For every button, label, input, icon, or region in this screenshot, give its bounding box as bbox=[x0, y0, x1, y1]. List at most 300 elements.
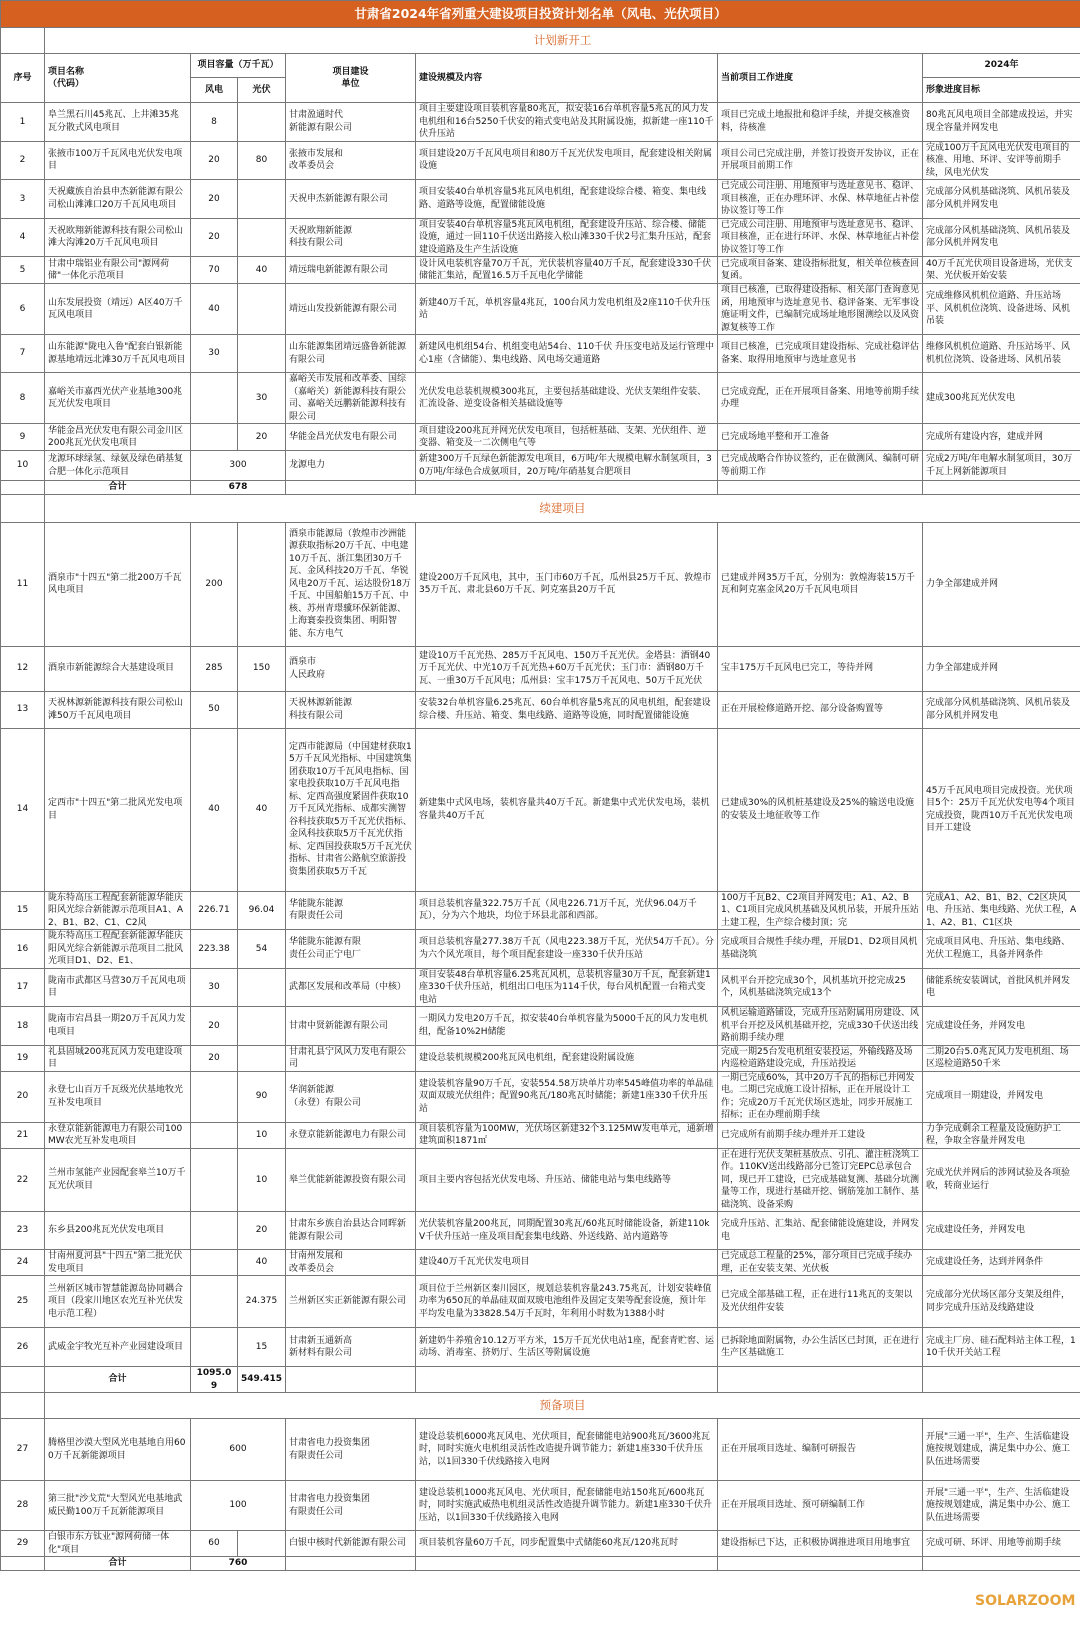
row-seq: 21 bbox=[1, 1122, 45, 1148]
construction-scale: 新建风电机组54台、机组变电站54台、110千伏 升压变电站及运行管理中心1座（含储能）、集电线路、风电场交通道路 bbox=[416, 335, 718, 373]
current-progress: 已完成总工程量的25%，部分项目已完成手续办理，正在安装支架、光伏板 bbox=[718, 1250, 923, 1276]
total-row bbox=[1, 1367, 1080, 1393]
project-name: 礼县固城200兆瓦风力发电建设项目 bbox=[45, 1045, 191, 1071]
current-progress: 项目已核准，已取得建设指标、相关部门查询意见函，用地预审与选址意见书、稳评备案、无军事设施证明文件，已编制完成场址地形图测绘以及风资源复核等工作 bbox=[718, 284, 923, 335]
total-blank bbox=[416, 481, 718, 495]
project-name: 甘南州夏河县"十四五"第二批光伏发电项目 bbox=[45, 1250, 191, 1276]
section-continuing-label: 续建项目 bbox=[45, 494, 1080, 522]
progress-target: 力争全部建成并网 bbox=[923, 646, 1080, 691]
progress-target: 开展"三通一平"，生产、生活临建设施按规划建成，满足集中办公、施工队伍进场需要 bbox=[923, 1419, 1080, 1481]
progress-target: 完成维修风机机位道路、升压站场平、风机机位浇筑、设备进场、风机吊装 bbox=[923, 284, 1080, 335]
construction-scale: 新建300万千瓦绿色新能源发电项目，6万吨/年大规模电解水制氢项目，30万吨/年绿色合成氨项目，20万吨/年硝基复合肥项目 bbox=[416, 451, 718, 481]
row-seq: 10 bbox=[1, 451, 45, 481]
wind-capacity bbox=[191, 1122, 238, 1148]
progress-target: 建成300兆瓦光伏发电 bbox=[923, 373, 1080, 424]
row-seq: 29 bbox=[1, 1531, 45, 1557]
project-name: 甘肃中瑞铝业有限公司"源网荷储"一体化示范项目 bbox=[45, 257, 191, 284]
current-progress: 建设指标已下达，正积极协调推进项目用地事宜 bbox=[718, 1531, 923, 1557]
wind-capacity bbox=[191, 1071, 238, 1122]
section-blank bbox=[1, 494, 45, 522]
construction-unit: 山东能源集团靖远盛鲁新能源有限公司 bbox=[286, 335, 416, 373]
row-seq: 17 bbox=[1, 968, 45, 1007]
row-seq: 27 bbox=[1, 1419, 45, 1481]
current-progress: 已拆除地面附属物，办公生活区已封顶，正在进行生产区基础施工 bbox=[718, 1328, 923, 1367]
row-seq: 4 bbox=[1, 218, 45, 257]
current-progress: 已完成战略合作协议签约，正在做测风、编制可研等前期工作 bbox=[718, 451, 923, 481]
construction-scale: 建设40万千瓦光伏发电项目 bbox=[416, 1250, 718, 1276]
total-blank bbox=[1, 481, 45, 495]
header-progress: 当前项目工作进度 bbox=[718, 54, 923, 103]
total-blank bbox=[1, 1557, 45, 1571]
progress-target: 完成所有建设内容，建成并网 bbox=[923, 424, 1080, 451]
progress-target: 完成部分光伏场区部分支架及组件，同步完成升压站及线路建设 bbox=[923, 1276, 1080, 1328]
project-name: 陇东特高压工程配套新能源华能庆阳风光综合新能源示范项目A1、A2、B1、B2、C1、C2风 bbox=[45, 891, 191, 930]
row-seq: 25 bbox=[1, 1276, 45, 1328]
row-seq: 16 bbox=[1, 930, 45, 969]
total-capacity: 678 bbox=[191, 481, 286, 495]
header-year: 2024年 bbox=[923, 54, 1080, 78]
construction-unit: 甘肃省电力投资集团 有限责任公司 bbox=[286, 1481, 416, 1531]
solar-capacity: 40 bbox=[238, 257, 286, 284]
project-name: 阜兰黑石川45兆瓦、上井滩35兆瓦分散式风电项目 bbox=[45, 103, 191, 142]
wind-capacity: 20 bbox=[191, 1007, 238, 1046]
header-scale: 建设规模及内容 bbox=[416, 54, 718, 103]
construction-unit: 靖远山发投新能源有限公司 bbox=[286, 284, 416, 335]
total-blank bbox=[718, 1367, 923, 1393]
construction-scale: 项目建设20万千瓦风电项目和80万千瓦光伏发电项目，配套建设相关附属设施 bbox=[416, 141, 718, 180]
construction-unit: 张掖市发展和 改革委员会 bbox=[286, 141, 416, 180]
wind-capacity: 20 bbox=[191, 1045, 238, 1071]
project-name: 陇南市武都区马营30万千瓦风电项目 bbox=[45, 968, 191, 1007]
total-wind: 1095.09 bbox=[191, 1367, 238, 1393]
progress-target: 完成建设任务，并网发电 bbox=[923, 1007, 1080, 1046]
construction-unit: 白银中核时代新能源有限公司 bbox=[286, 1531, 416, 1557]
construction-unit: 永登京能新能源电力有限公司 bbox=[286, 1122, 416, 1148]
header-target: 形象进度目标 bbox=[923, 78, 1080, 103]
wind-capacity: 285 bbox=[191, 646, 238, 691]
table-row bbox=[1, 1007, 1080, 1046]
construction-unit: 天祝欧翔新能源 科技有限公司 bbox=[286, 218, 416, 257]
table-row bbox=[1, 522, 1080, 646]
solar-capacity bbox=[238, 1045, 286, 1071]
table-row bbox=[1, 1148, 1080, 1212]
row-seq: 1 bbox=[1, 103, 45, 142]
current-progress: 风机运输道路铺设，完成升压站附属用房建设、风机平台开挖及风机基础开挖，完成330千伏送出线路前期手续办理 bbox=[718, 1007, 923, 1046]
progress-target: 完成部分风机基础浇筑、风机吊装及部分风机并网发电 bbox=[923, 218, 1080, 257]
current-progress: 正在进行光伏支架桩基放点、引孔、灌注桩浇筑工作。110KV送出线路部分已签订完EPC总承包合同，现已开工建设，已完成基础复测、基础分坑测量等工作，现进行基础开挖、钢筋笼加工制作、基础浇筑、设备采购 bbox=[718, 1148, 923, 1212]
construction-scale: 项目建设200兆瓦并网光伏发电项目，包括桩基础、支架、光伏组件、逆变器、箱变及一二次侧电气等 bbox=[416, 424, 718, 451]
table-row bbox=[1, 1328, 1080, 1367]
wind-capacity: 20 bbox=[191, 218, 238, 257]
construction-unit: 天祝林源新能源 科技有限公司 bbox=[286, 691, 416, 728]
project-name: 嘉峪关市嘉西光伏产业基地300兆瓦光伏发电项目 bbox=[45, 373, 191, 424]
project-name: 腾格里沙漠大型风光电基地自用600万千瓦新能源项目 bbox=[45, 1419, 191, 1481]
construction-scale: 项目安装48台单机容量6.25兆瓦风机，总装机容量30万千瓦，配套新建1座330千伏升压站，机组出口电压为114千伏，每台风机配置一台箱式变电站 bbox=[416, 968, 718, 1007]
current-progress: 宝丰175万千瓦风电已完工，等待并网 bbox=[718, 646, 923, 691]
wind-capacity: 70 bbox=[191, 257, 238, 284]
wind-capacity: 20 bbox=[191, 180, 238, 219]
section-blank bbox=[1, 1393, 45, 1419]
construction-unit: 甘肃礼县宁风风力发电有限公司 bbox=[286, 1045, 416, 1071]
capacity-total: 300 bbox=[191, 451, 286, 481]
progress-target: 完成建设任务，达到并网条件 bbox=[923, 1250, 1080, 1276]
total-blank bbox=[416, 1557, 718, 1571]
table-row bbox=[1, 728, 1080, 891]
row-seq: 12 bbox=[1, 646, 45, 691]
total-blank bbox=[286, 481, 416, 495]
construction-scale: 新建奶牛养殖舍10.12万平方米，15万千瓦光伏电站1座，配套青贮窖、运动场、消毒室、挤奶厅、生活区等附属设施 bbox=[416, 1328, 718, 1367]
construction-unit: 华能金昌光伏发电有限公司 bbox=[286, 424, 416, 451]
construction-unit: 甘南州发展和 改革委员会 bbox=[286, 1250, 416, 1276]
construction-scale: 项目主要建设项目装机容量80兆瓦，拟安装16台单机容量5兆瓦的风力发电机组和16台5250千伏安的箱式变电站及其附属设施，拟新建一座110千伏升压站 bbox=[416, 103, 718, 142]
table-row bbox=[1, 646, 1080, 691]
construction-scale: 项目位于兰州新区秦川园区，规划总装机容量243.75兆瓦，计划安装峰值功率为650瓦的单晶硅双面双玻电池组件及固定支架等配套设施，预计年平均发电量为33828.54万千瓦时，年利用小时数为1388小时 bbox=[416, 1276, 718, 1328]
progress-target: 力争全部建成并网 bbox=[923, 522, 1080, 646]
current-progress: 已建成30%的风机桩基建设及25%的输送电设施的安装及土地征收等工作 bbox=[718, 728, 923, 891]
table-title: 甘肃省2024年省列重大建设项目投资计划名单（风电、光伏项目） bbox=[1, 1, 1080, 28]
project-name: 陇东特高压工程配套新能源华能庆阳风光综合新能源示范项目二批风光项目D1、D2、E1、 bbox=[45, 930, 191, 969]
solar-capacity bbox=[238, 691, 286, 728]
current-progress: 已完成所有前期手续办理并开工建设 bbox=[718, 1122, 923, 1148]
current-progress: 已完成公司注册、用地预审与选址意见书、稳评、项目核准，正在进行环评、水保、林草地征占补偿协议签订等工作 bbox=[718, 218, 923, 257]
table-row bbox=[1, 691, 1080, 728]
row-seq: 5 bbox=[1, 257, 45, 284]
current-progress: 已完成场地平整和开工准备 bbox=[718, 424, 923, 451]
construction-scale: 项目装机容量为100MW，光伏场区新建32个3.125MW发电单元，通新增建筑面积1871㎡ bbox=[416, 1122, 718, 1148]
progress-target: 45万千瓦风电项目完成投资。光伏项目5个：25万千瓦光伏发电等4个项目完成投资，陇西10万千瓦光伏发电项目开工建设 bbox=[923, 728, 1080, 891]
solar-capacity: 80 bbox=[238, 141, 286, 180]
table-row bbox=[1, 930, 1080, 969]
solar-capacity bbox=[238, 968, 286, 1007]
row-seq: 3 bbox=[1, 180, 45, 219]
wind-capacity: 30 bbox=[191, 968, 238, 1007]
progress-target: 完成项目一期建设，并网发电 bbox=[923, 1071, 1080, 1122]
total-blank bbox=[923, 1367, 1080, 1393]
solar-capacity bbox=[238, 335, 286, 373]
total-blank bbox=[718, 481, 923, 495]
wind-capacity bbox=[191, 1212, 238, 1250]
construction-unit: 天祝申杰新能源有限公司 bbox=[286, 180, 416, 219]
total-label: 合计 bbox=[45, 481, 191, 495]
capacity-total: 600 bbox=[191, 1419, 286, 1481]
row-seq: 26 bbox=[1, 1328, 45, 1367]
solar-capacity bbox=[238, 218, 286, 257]
construction-scale: 建设总装机1000兆瓦风电、光伏项目，配套储能电站150兆瓦/600兆瓦时，同时实施武威热电机组灵活性改造提升调节能力。新建1座330千伏升压站，以1回330千伏线路接入电网 bbox=[416, 1481, 718, 1531]
construction-scale: 项目装机容量60万千瓦，同步配置集中式储能60兆瓦/120兆瓦时 bbox=[416, 1531, 718, 1557]
construction-scale: 项目总装机容量277.38万千瓦（风电223.38万千瓦，光伏54万千瓦）。分为六个风光项目，每个项目配套建设一座330千伏升压站 bbox=[416, 930, 718, 969]
wind-capacity bbox=[191, 1276, 238, 1328]
wind-capacity bbox=[191, 1148, 238, 1212]
row-seq: 22 bbox=[1, 1148, 45, 1212]
row-seq: 23 bbox=[1, 1212, 45, 1250]
total-label: 合计 bbox=[45, 1367, 191, 1393]
wind-capacity bbox=[191, 373, 238, 424]
row-seq: 13 bbox=[1, 691, 45, 728]
table-row bbox=[1, 424, 1080, 451]
project-name: 华能金昌光伏发电有限公司金川区200兆瓦光伏发电项目 bbox=[45, 424, 191, 451]
row-seq: 6 bbox=[1, 284, 45, 335]
solar-capacity: 20 bbox=[238, 1212, 286, 1250]
project-name: 龙源环球绿氢、绿氨及绿色硝基复合肥一体化示范项目 bbox=[45, 451, 191, 481]
construction-scale: 项目主要内容包括光伏发电场、升压站、储能电站与集电线路等 bbox=[416, 1148, 718, 1212]
construction-unit: 华能陇东能源 有限责任公司 bbox=[286, 891, 416, 930]
table-row bbox=[1, 257, 1080, 284]
construction-unit: 皋兰优能新能源投资有限公司 bbox=[286, 1148, 416, 1212]
project-name: 天祝林源新能源科技有限公司松山滩50万千瓦风电项目 bbox=[45, 691, 191, 728]
current-progress: 完成一期25台发电机组安装投运，外输线路及场内巡检道路建设完成，升压站投运 bbox=[718, 1045, 923, 1071]
table-row bbox=[1, 1071, 1080, 1122]
construction-unit: 华润新能源 （永登）有限公司 bbox=[286, 1071, 416, 1122]
construction-scale: 建设总装机6000兆瓦风电、光伏项目，配套储能电站900兆瓦/3600兆瓦时，同时实施火电机组灵活性改造提升调节能力；新建1座330千伏升压站，以1回330千伏线路接入电网 bbox=[416, 1419, 718, 1481]
progress-target: 完成可研、环评、用地等前期手续 bbox=[923, 1531, 1080, 1557]
progress-target: 维修风机机位道路、升压站场平、风机机位浇筑、设备进场、风机吊装 bbox=[923, 335, 1080, 373]
table-row bbox=[1, 141, 1080, 180]
construction-scale: 新建集中式风电场，装机容量共40万千瓦。新建集中式光伏发电场，装机容量共40万千瓦 bbox=[416, 728, 718, 891]
wind-capacity bbox=[191, 1328, 238, 1367]
project-name: 兰州新区城市智慧能源岛协同耦合项目（段家川地区农光互补光伏发电示范工程） bbox=[45, 1276, 191, 1328]
total-blank bbox=[286, 1557, 416, 1571]
total-row bbox=[1, 1557, 1080, 1571]
table-row bbox=[1, 451, 1080, 481]
construction-unit: 兰州新区实正新能源有限公司 bbox=[286, 1276, 416, 1328]
project-name: 酒泉市"十四五"第二批200万千瓦风电项目 bbox=[45, 522, 191, 646]
header-capacity: 项目容量（万千瓦） bbox=[191, 54, 286, 78]
solar-capacity: 96.04 bbox=[238, 891, 286, 930]
wind-capacity: 200 bbox=[191, 522, 238, 646]
construction-unit: 武都区发展和改革局（中核） bbox=[286, 968, 416, 1007]
construction-scale: 建设总装机规模200兆瓦风电机组，配套建设附属设施 bbox=[416, 1045, 718, 1071]
total-blank bbox=[1, 1367, 45, 1393]
table-row bbox=[1, 1419, 1080, 1481]
solar-capacity: 54 bbox=[238, 930, 286, 969]
solar-capacity bbox=[238, 1007, 286, 1046]
construction-scale: 光伏装机容量200兆瓦，同期配置30兆瓦/60兆瓦时储能设备，新建110kV千伏升压站一座及项目配套集电线路、外送线路、站内道路等 bbox=[416, 1212, 718, 1250]
table-row bbox=[1, 891, 1080, 930]
watermark: SOLARZOOM bbox=[975, 1593, 1076, 1609]
construction-scale: 项目安装40台单机容量5兆瓦风电机组，配套建设综合楼、箱变、集电线路、道路等设施，配置储能设施 bbox=[416, 180, 718, 219]
total-blank bbox=[416, 1367, 718, 1393]
construction-scale: 一期风力发电20万千瓦，拟安装40台单机容量为5000千瓦的风力发电机组，配备10%2H储能 bbox=[416, 1007, 718, 1046]
table-row bbox=[1, 1212, 1080, 1250]
construction-unit: 靖远瑞电新能源有限公司 bbox=[286, 257, 416, 284]
total-blank bbox=[923, 481, 1080, 495]
project-name: 武威金宇牧光互补产业园建设项目 bbox=[45, 1328, 191, 1367]
current-progress: 已完成全部基础工程，正在进行11兆瓦的支架以及光伏组件安装 bbox=[718, 1276, 923, 1328]
current-progress: 正在开展检修道路开挖、部分设备购置等 bbox=[718, 691, 923, 728]
table-row bbox=[1, 1276, 1080, 1328]
progress-target: 完成A1、A2、B1、B2、C2区块风电、升压站、集电线路、光伏工程，A1、A2、B1、C1区块 bbox=[923, 891, 1080, 930]
table-row bbox=[1, 284, 1080, 335]
project-name: 山东能源"陇电入鲁"配套白银新能源基地靖远北滩30万千瓦风电项目 bbox=[45, 335, 191, 373]
wind-capacity: 30 bbox=[191, 335, 238, 373]
total-capacity: 760 bbox=[191, 1557, 286, 1571]
solar-capacity: 150 bbox=[238, 646, 286, 691]
current-progress: 项目已完成土地报批和稳评手续，并提交核准资料，待核准 bbox=[718, 103, 923, 142]
construction-unit: 酒泉市 人民政府 bbox=[286, 646, 416, 691]
construction-unit: 甘肃新玉通新高 新材料有限公司 bbox=[286, 1328, 416, 1367]
solar-capacity: 30 bbox=[238, 373, 286, 424]
construction-scale: 项目总装机容量322.75万千瓦（风电226.71万千瓦，光伏96.04万千瓦），分为六个地块，均位于环县北部和西部。 bbox=[416, 891, 718, 930]
progress-target: 完成100万千瓦风电光伏发电项目的核准、用地、环评、安评等前期手续，风电光伏发 bbox=[923, 141, 1080, 180]
row-seq: 15 bbox=[1, 891, 45, 930]
solar-capacity: 40 bbox=[238, 728, 286, 891]
header-wind: 风电 bbox=[191, 78, 238, 103]
progress-target: 80兆瓦风电项目全部建成投运，并实现全容量并网发电 bbox=[923, 103, 1080, 142]
wind-capacity: 223.38 bbox=[191, 930, 238, 969]
progress-target: 完成光伏并网后的涉网试验及各项验收，转商业运行 bbox=[923, 1148, 1080, 1212]
header-name: 项目名称 （代码） bbox=[45, 54, 191, 103]
solar-capacity: 24.375 bbox=[238, 1276, 286, 1328]
total-blank bbox=[286, 1367, 416, 1393]
project-name: 山东发展投资（靖远）A区40万千瓦风电项目 bbox=[45, 284, 191, 335]
solar-capacity: 10 bbox=[238, 1122, 286, 1148]
construction-scale: 建设装机容量90万千瓦，安装554.58万块单片功率545峰值功率的单晶硅双面双玻光伏组件；配置90兆瓦/180兆瓦时储能；新建1座330千伏升压站 bbox=[416, 1071, 718, 1122]
table-row bbox=[1, 1045, 1080, 1071]
solar-capacity: 90 bbox=[238, 1071, 286, 1122]
row-seq: 28 bbox=[1, 1481, 45, 1531]
construction-scale: 安装32台单机容量6.25兆瓦、60台单机容量5兆瓦的风电机组，配套建设综合楼、升压站、箱变、集电线路、道路等设施，同时配置储能设施 bbox=[416, 691, 718, 728]
total-blank bbox=[718, 1557, 923, 1571]
capacity-total: 100 bbox=[191, 1481, 286, 1531]
construction-unit: 嘉峪关市发展和改革委、国综（嘉峪关）新能源科技有限公司、嘉峪关远鹏新能源科技有限公司 bbox=[286, 373, 416, 424]
solar-capacity: 20 bbox=[238, 424, 286, 451]
row-seq: 19 bbox=[1, 1045, 45, 1071]
construction-unit: 甘肃中贤新能源有限公司 bbox=[286, 1007, 416, 1046]
row-seq: 7 bbox=[1, 335, 45, 373]
wind-capacity: 20 bbox=[191, 141, 238, 180]
construction-unit: 龙源电力 bbox=[286, 451, 416, 481]
project-name: 定西市"十四五"第二批风光发电项目 bbox=[45, 728, 191, 891]
project-name: 永登七山百万千瓦级光伏基地牧光互补发电项目 bbox=[45, 1071, 191, 1122]
wind-capacity: 226.71 bbox=[191, 891, 238, 930]
total-solar: 549.415 bbox=[238, 1367, 286, 1393]
table-row bbox=[1, 218, 1080, 257]
construction-unit: 定西市能源局（中国建材获取15万千瓦风光指标、中国建筑集团获取10万千瓦风电指标、国家电投获取10万千瓦风电指标、定西高强度紧固件获取10万千瓦风光指标、成都实测智谷科技获取5万千瓦光伏指标、金风科技获取5万千瓦光伏指标、定西国投获取5万千瓦光伏指标、甘肃省公路航空旅游投资集团获取5万千瓦 bbox=[286, 728, 416, 891]
construction-unit: 甘肃盈通时代 新能源有限公司 bbox=[286, 103, 416, 142]
header-seq: 序号 bbox=[1, 54, 45, 103]
current-progress: 完成项目合规性手续办理，开展D1、D2项目风机基础浇筑 bbox=[718, 930, 923, 969]
construction-scale: 建设10万千瓦光热、285万千瓦风电、150万千瓦光伏。金塔县：酒钢40万千瓦光伏、中光10万千瓦光热+60万千瓦光伏；玉门市：酒钢80万千瓦、一重30万千瓦风电；瓜州县：宝丰175万千瓦风电、50万千瓦光伏 bbox=[416, 646, 718, 691]
header-unit: 项目建设 单位 bbox=[286, 54, 416, 103]
table-row bbox=[1, 1531, 1080, 1557]
table-row bbox=[1, 1250, 1080, 1276]
project-name: 酒泉市新能源综合大基建设项目 bbox=[45, 646, 191, 691]
construction-unit: 华能陇东能源有限 责任公司正宁电厂 bbox=[286, 930, 416, 969]
section-reserve-label: 预备项目 bbox=[45, 1393, 1080, 1419]
progress-target: 储能系统安装调试，首批风机并网发电 bbox=[923, 968, 1080, 1007]
total-label: 合计 bbox=[45, 1557, 191, 1571]
project-name: 天祝欧翔新能源科技有限公司松山滩大沟滩20万千瓦风电项目 bbox=[45, 218, 191, 257]
progress-target: 完成部分风机基础浇筑、风机吊装及部分风机并网发电 bbox=[923, 691, 1080, 728]
wind-capacity: 50 bbox=[191, 691, 238, 728]
wind-capacity: 40 bbox=[191, 728, 238, 891]
current-progress: 正在开展项目选址、预可研编制工作 bbox=[718, 1481, 923, 1531]
wind-capacity bbox=[191, 1250, 238, 1276]
row-seq: 20 bbox=[1, 1071, 45, 1122]
solar-capacity bbox=[238, 103, 286, 142]
solar-capacity bbox=[238, 1531, 286, 1557]
table-row bbox=[1, 1481, 1080, 1531]
table-row bbox=[1, 180, 1080, 219]
solar-capacity bbox=[238, 180, 286, 219]
table-row bbox=[1, 103, 1080, 142]
total-row bbox=[1, 481, 1080, 495]
construction-scale: 项目安装40台单机容量5兆瓦风电机组，配套建设升压站、综合楼、储能设施，通过一回110千伏送出路接入松山滩330千伏2号汇集升压站，配套建设道路及生产生活设施 bbox=[416, 218, 718, 257]
row-seq: 24 bbox=[1, 1250, 45, 1276]
row-seq: 18 bbox=[1, 1007, 45, 1046]
construction-scale: 新建40万千瓦，单机容量4兆瓦，100台风力发电机组及2座110千伏升压站 bbox=[416, 284, 718, 335]
section-new-label: 计划新开工 bbox=[45, 28, 1080, 54]
current-progress: 一期已完成60%，其中20万千瓦的指标已并网发电。二期已完成施工设计招标，正在开展设计工作；完成20万千瓦光伏场区选址，同步开展施工招标；正在办理前期手续 bbox=[718, 1071, 923, 1122]
current-progress: 项目已核准，已完成项目建设指标、完成社稳评估备案、取得用地预审与选址意见书 bbox=[718, 335, 923, 373]
wind-capacity: 60 bbox=[191, 1531, 238, 1557]
current-progress: 正在开展项目选址、编制可研报告 bbox=[718, 1419, 923, 1481]
current-progress: 项目公司已完成注册，并签订投资开发协议，正在开展项目前期工作 bbox=[718, 141, 923, 180]
project-name: 陇南市宕昌县一期20万千瓦风力发电项目 bbox=[45, 1007, 191, 1046]
current-progress: 已建成并网35万千瓦，分别为：敦煌海装15万千瓦和阿克塞金风20万千瓦风电项目 bbox=[718, 522, 923, 646]
construction-unit: 甘肃东乡族自治县达合同晖新能源有限公司 bbox=[286, 1212, 416, 1250]
table-row bbox=[1, 968, 1080, 1007]
construction-scale: 光伏发电总装机规模300兆瓦，主要包括基础建设、光伏支架组件安装、汇流设备、逆变设备相关基础设施等 bbox=[416, 373, 718, 424]
project-name: 第三批"沙戈荒"大型风光电基地武威民勤100万千瓦新能源项目 bbox=[45, 1481, 191, 1531]
project-name: 白银市东方钛业"源网荷储一体化"项目 bbox=[45, 1531, 191, 1557]
progress-target: 完成2万吨/年电解水制氢项目，30万千瓦上网新能源项目 bbox=[923, 451, 1080, 481]
current-progress: 100万千瓦B2、C2项目并网发电；A1、A2、B1、C1项目完成风机基础及风机吊装，开展升压站土建工程，生产综合楼封顶；完 bbox=[718, 891, 923, 930]
progress-target: 完成项目风电、升压站、集电线路、光伏工程施工，具备并网条件 bbox=[923, 930, 1080, 969]
project-name: 永登京能新能源电力有限公司100MW农光互补发电项目 bbox=[45, 1122, 191, 1148]
solar-capacity: 40 bbox=[238, 1250, 286, 1276]
row-seq: 8 bbox=[1, 373, 45, 424]
project-name: 东乡县200兆瓦光伏发电项目 bbox=[45, 1212, 191, 1250]
table-row bbox=[1, 373, 1080, 424]
current-progress: 已完成公司注册、用地预审与选址意见书、稳评、项目核准，正在办理环评、水保、林草地征占补偿协议签订等工作 bbox=[718, 180, 923, 219]
progress-target: 完成部分风机基础浇筑、风机吊装及部分风机并网发电 bbox=[923, 180, 1080, 219]
progress-target: 完成建设任务，并网发电 bbox=[923, 1212, 1080, 1250]
wind-capacity: 40 bbox=[191, 284, 238, 335]
header-solar: 光伏 bbox=[238, 78, 286, 103]
table-row bbox=[1, 1122, 1080, 1148]
row-seq: 11 bbox=[1, 522, 45, 646]
construction-unit: 酒泉市能源局（敦煌市沙洲能源获取指标20万千瓦、中电建10万千瓦、浙江集团30万千瓦、金风科技20万千瓦、华锐风电20万千瓦、运达股份18万千瓦、中国船舶15万千瓦、中核、苏州青璟骥环保新能源、上海寰泰投资集团、明阳智能、东方电气 bbox=[286, 522, 416, 646]
solar-capacity bbox=[238, 284, 286, 335]
construction-scale: 设计风电装机容量70万千瓦，光伏装机容量40万千瓦，配套建设330千伏储能汇集站，配置16.5万千瓦电化学储能 bbox=[416, 257, 718, 284]
solar-capacity bbox=[238, 522, 286, 646]
progress-target: 完成主厂房、硅石配料站主体工程，110千伏开关站工程 bbox=[923, 1328, 1080, 1367]
progress-target: 二期20台5.0兆瓦风力发电机组、场区巡检道路50千米 bbox=[923, 1045, 1080, 1071]
current-progress: 风机平台开挖完成30个，风机基坑开挖完成25个，风机基础浇筑完成13个 bbox=[718, 968, 923, 1007]
current-progress: 已完成竞配，正在开展项目备案、用地等前期手续办理 bbox=[718, 373, 923, 424]
total-blank bbox=[923, 1557, 1080, 1571]
project-name: 张掖市100万千瓦风电光伏发电项目 bbox=[45, 141, 191, 180]
solar-capacity: 10 bbox=[238, 1148, 286, 1212]
wind-capacity: 8 bbox=[191, 103, 238, 142]
project-name: 天祝藏族自治县申杰新能源有限公司松山滩滩口20万千瓦风电项目 bbox=[45, 180, 191, 219]
solar-capacity: 15 bbox=[238, 1328, 286, 1367]
row-seq: 14 bbox=[1, 728, 45, 891]
wind-capacity bbox=[191, 424, 238, 451]
progress-target: 开展"三通一平"，生产、生活临建设施按规划建成，满足集中办公、施工队伍进场需要 bbox=[923, 1481, 1080, 1531]
project-name: 兰州市氢能产业园配套皋兰10万千瓦光伏项目 bbox=[45, 1148, 191, 1212]
row-seq: 2 bbox=[1, 141, 45, 180]
construction-scale: 建设200万千瓦风电，其中，玉门市60万千瓦，瓜州县25万千瓦、敦煌市35万千瓦、肃北县60万千瓦、阿克塞县20万千瓦 bbox=[416, 522, 718, 646]
progress-target: 力争完成剩余工程量及设施防护工程，争取全容量并网发电 bbox=[923, 1122, 1080, 1148]
current-progress: 完成升压站、汇集站、配套储能设施建设，并网发电 bbox=[718, 1212, 923, 1250]
current-progress: 已完成项目备案、建设指标批复，相关单位核查回复函。 bbox=[718, 257, 923, 284]
row-seq: 9 bbox=[1, 424, 45, 451]
construction-unit: 甘肃省电力投资集团 有限责任公司 bbox=[286, 1419, 416, 1481]
table-row bbox=[1, 335, 1080, 373]
progress-target: 40万千瓦光伏项目设备进场，光伏支架、光伏板开始安装 bbox=[923, 257, 1080, 284]
